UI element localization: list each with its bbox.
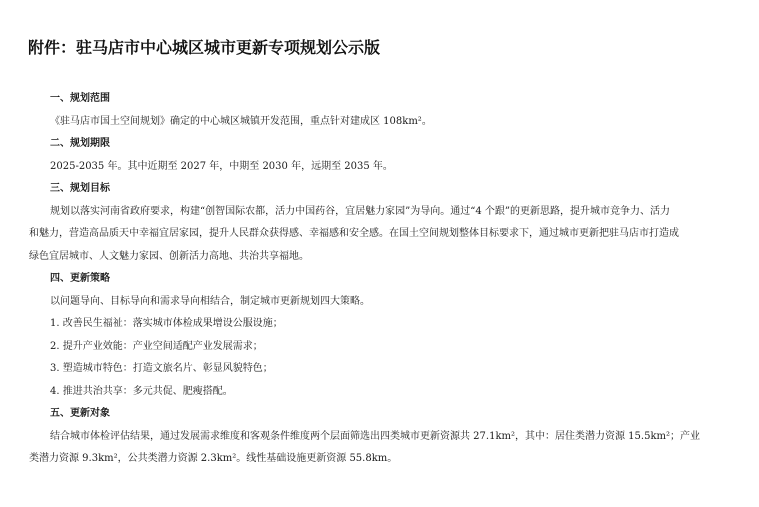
section-targets-line-1: 结合城市体检评估结果，通过发展需求维度和客观条件维度两个层面筛选出四类城市更新资源共 27.1km²，其中：居住类潜力资源 15.5km²；产业 bbox=[50, 430, 700, 442]
section-scope-text: 《驻马店市国土空间规划》确定的中心城区城镇开发范围，重点针对建成区 108km²。 bbox=[50, 115, 432, 127]
section-period-text: 2025-2035 年。其中近期至 2027 年，中期至 2030 年，远期至 2035 年。 bbox=[50, 160, 393, 172]
section-heading-scope: 一、规划范围 bbox=[50, 93, 110, 104]
section-heading-goals: 三、规划目标 bbox=[50, 183, 110, 194]
section-targets-line-2: 类潜力资源 9.3km²，公共类潜力资源 2.3km²。线性基础设施更新资源 55.8km。 bbox=[29, 453, 398, 464]
section-heading-targets: 五、更新对象 bbox=[50, 408, 110, 419]
strategy-item-4: 4. 推进共治共享：多元共促、肥瘦搭配。 bbox=[50, 385, 233, 397]
strategy-item-3: 3. 塑造城市特色：打造文旅名片、彰显风貌特色； bbox=[50, 363, 273, 374]
section-goals-line-2: 和魅力，营造高品质天中幸福宜居家园，提升人民群众获得感、幸福感和安全感。在国土空间规划整体目标要求下，通过城市更新把驻马店市打造成 bbox=[29, 228, 679, 239]
document-body bbox=[29, 88, 730, 471]
section-goals-line-3: 绿色宜居城市、人文魅力家园、创新活力高地、共治共享福地。 bbox=[29, 250, 309, 262]
section-goals-line-1: 规划以落实河南省政府要求，构建“创智国际农都，活力中国药谷，宜居魅力家园”为导向。通过“4 个跟”的更新思路，提升城市竞争力、活力 bbox=[50, 205, 670, 217]
strategy-item-2: 2. 提升产业效能：产业空间适配产业发展需求； bbox=[50, 340, 263, 352]
section-heading-strategy: 四、更新策略 bbox=[50, 273, 110, 284]
section-strategy-intro: 以问题导向、目标导向和需求导向相结合，制定城市更新规划四大策略。 bbox=[50, 295, 370, 307]
strategy-item-1: 1. 改善民生福祉：落实城市体检成果增设公服设施； bbox=[50, 318, 283, 329]
section-heading-period: 二、规划期限 bbox=[50, 138, 110, 149]
document-title: 附件：驻马店市中心城区城市更新专项规划公示版 bbox=[28, 38, 381, 57]
